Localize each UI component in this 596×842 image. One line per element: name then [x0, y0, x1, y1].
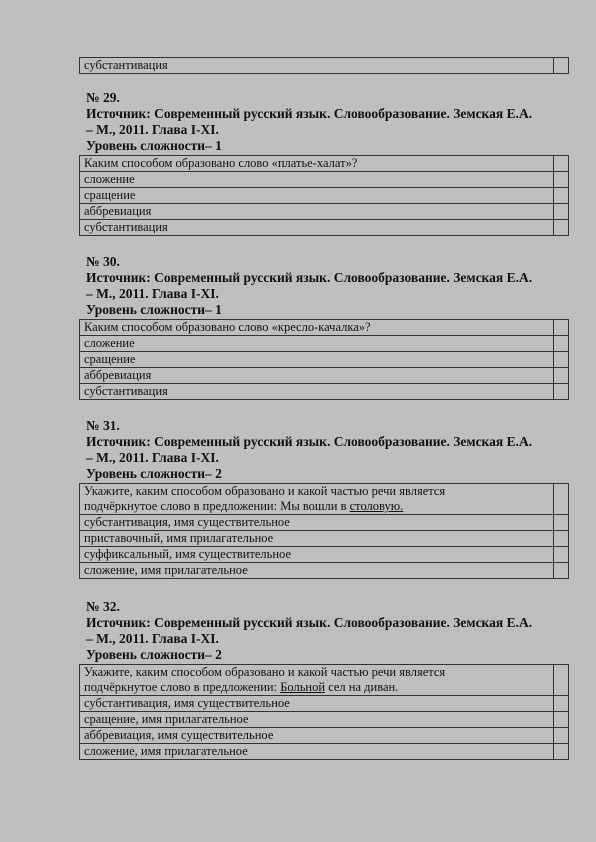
answer-option: сращение, имя прилагательное: [80, 712, 554, 728]
answer-option: суффиксальный, имя существительное: [80, 547, 554, 563]
table-row: [80, 665, 569, 696]
answer-mark-cell: [554, 204, 569, 220]
answer-mark-cell: [554, 547, 569, 563]
answer-mark-cell: [554, 352, 569, 368]
question-table-30: [79, 319, 569, 400]
table-row: [80, 220, 569, 236]
question-text-line: Укажите, каким способом образовано и какой частью речи является: [84, 484, 446, 498]
table-row: [80, 563, 569, 579]
answer-option: сложение: [80, 172, 554, 188]
previous-answer-table: [79, 57, 569, 74]
table-row: [80, 547, 569, 563]
question-text: [80, 665, 554, 696]
question-level: Уровень сложности– 1: [86, 302, 222, 317]
question-table-29: [79, 155, 569, 236]
table-row: [80, 384, 569, 400]
answer-mark-cell: [554, 58, 569, 74]
underlined-word: Больной: [280, 680, 326, 694]
question-source-cont: – М., 2011. Глава I-XI.: [86, 631, 219, 646]
question-source: Источник: Современный русский язык. Словообразование. Земская Е.А.: [86, 106, 533, 121]
table-row: [80, 156, 569, 172]
question-source: Источник: Современный русский язык. Словообразование. Земская Е.А.: [86, 434, 533, 449]
question-level: Уровень сложности– 2: [86, 466, 222, 481]
question-source-cont: – М., 2011. Глава I-XI.: [86, 286, 219, 301]
answer-option: приставочный, имя прилагательное: [80, 531, 554, 547]
answer-mark-cell: [554, 156, 569, 172]
answer-option: субстантивация: [80, 384, 554, 400]
answer-mark-cell: [554, 220, 569, 236]
table-row: [80, 188, 569, 204]
table-row: [80, 336, 569, 352]
question-header-31: [86, 418, 566, 482]
question-text-line: [84, 499, 549, 514]
answer-option: субстантивация: [80, 58, 554, 74]
answer-mark-cell: [554, 665, 569, 696]
question-text: Каким способом образовано слово «кресло-качалка»?: [80, 320, 554, 336]
answer-mark-cell: [554, 531, 569, 547]
question-source-cont: – М., 2011. Глава I-XI.: [86, 450, 219, 465]
question-level: Уровень сложности– 1: [86, 138, 222, 153]
answer-mark-cell: [554, 368, 569, 384]
question-table-31: [79, 483, 569, 579]
question-number: № 31.: [86, 418, 120, 433]
answer-option: сложение: [80, 336, 554, 352]
answer-mark-cell: [554, 320, 569, 336]
answer-option: сращение: [80, 352, 554, 368]
answer-mark-cell: [554, 188, 569, 204]
question-number: № 30.: [86, 254, 120, 269]
answer-option: аббревиация, имя существительное: [80, 728, 554, 744]
answer-mark-cell: [554, 336, 569, 352]
table-row: [80, 515, 569, 531]
answer-mark-cell: [554, 172, 569, 188]
answer-mark-cell: [554, 696, 569, 712]
question-source: Источник: Современный русский язык. Словообразование. Земская Е.А.: [86, 270, 533, 285]
question-text-line: [84, 680, 549, 695]
table-row: [80, 531, 569, 547]
question-text-line: Укажите, каким способом образовано и какой частью речи является: [84, 665, 446, 679]
question-source-cont: – М., 2011. Глава I-XI.: [86, 122, 219, 137]
answer-mark-cell: [554, 712, 569, 728]
answer-option: сложение, имя прилагательное: [80, 744, 554, 760]
table-row: [80, 712, 569, 728]
question-text-segment: сел на диван.: [325, 680, 399, 694]
answer-option: сращение: [80, 188, 554, 204]
table-row: [80, 204, 569, 220]
table-row: [80, 352, 569, 368]
answer-mark-cell: [554, 484, 569, 515]
question-header-30: [86, 254, 566, 318]
answer-mark-cell: [554, 563, 569, 579]
table-row: [80, 728, 569, 744]
answer-mark-cell: [554, 384, 569, 400]
question-header-32: [86, 599, 566, 663]
answer-option: субстантивация, имя существительное: [80, 515, 554, 531]
answer-option: сложение, имя прилагательное: [80, 563, 554, 579]
answer-option: субстантивация: [80, 220, 554, 236]
answer-mark-cell: [554, 744, 569, 760]
underlined-word: столовую.: [349, 499, 404, 513]
table-row: [80, 320, 569, 336]
table-row: [80, 368, 569, 384]
table-row: [80, 744, 569, 760]
question-text: [80, 484, 554, 515]
table-row: [80, 696, 569, 712]
question-level: Уровень сложности– 2: [86, 647, 222, 662]
table-row: [80, 484, 569, 515]
question-table-32: [79, 664, 569, 760]
question-number: № 32.: [86, 599, 120, 614]
table-row: [80, 172, 569, 188]
table-row: [80, 58, 569, 74]
answer-option: субстантивация, имя существительное: [80, 696, 554, 712]
question-text: Каким способом образовано слово «платье-халат»?: [80, 156, 554, 172]
answer-option: аббревиация: [80, 368, 554, 384]
question-source: Источник: Современный русский язык. Словообразование. Земская Е.А.: [86, 615, 533, 630]
answer-mark-cell: [554, 728, 569, 744]
question-text-segment: подчёркнутое слово в предложении:: [84, 680, 281, 694]
question-number: № 29.: [86, 90, 120, 105]
question-header-29: [86, 90, 566, 154]
question-text-segment: подчёркнутое слово в предложении: Мы вошли в: [84, 499, 350, 513]
answer-mark-cell: [554, 515, 569, 531]
answer-option: аббревиация: [80, 204, 554, 220]
